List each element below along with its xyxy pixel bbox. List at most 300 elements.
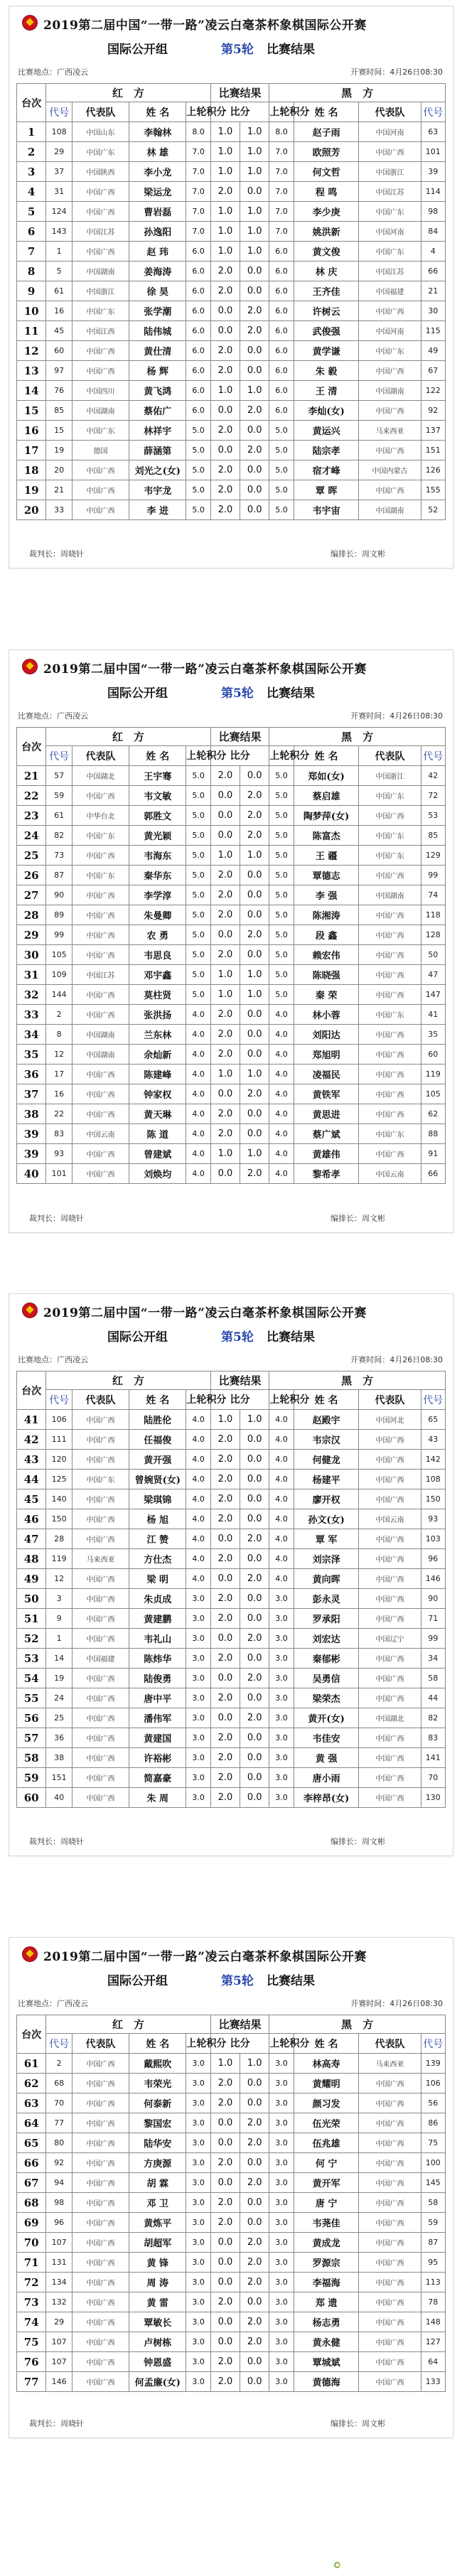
black-score: 2.0 — [240, 401, 269, 421]
black-code: 99 — [421, 1629, 445, 1649]
black-code: 83 — [421, 1728, 445, 1748]
red-player-name: 何孟廉(女) — [129, 2372, 186, 2392]
black-points: 5.0 — [269, 786, 294, 806]
black-team: 中国广西 — [359, 866, 421, 885]
table-row — [17, 1589, 446, 1609]
red-points: 5.0 — [186, 885, 210, 905]
subheader-row — [17, 746, 446, 766]
red-code: 107 — [46, 2352, 72, 2372]
red-score: 2.0 — [210, 1589, 240, 1609]
results-table — [16, 1371, 446, 1808]
red-team: 中国山东 — [72, 122, 129, 142]
venue: 比赛地点：广西凌云 — [18, 711, 88, 721]
black-code: 30 — [421, 301, 445, 321]
black-player-name: 唐小雨 — [294, 1768, 359, 1788]
group-name: 国际公开组 — [107, 686, 168, 701]
black-code: 43 — [421, 1430, 445, 1450]
red-points: 3.0 — [186, 1768, 210, 1788]
black-score: 2.0 — [240, 1708, 269, 1728]
black-points: 4.0 — [269, 1084, 294, 1104]
header-row — [17, 728, 446, 746]
red-score: 1.0 — [210, 222, 240, 242]
black-player-name: 许树云 — [294, 301, 359, 321]
red-score: 1.0 — [210, 1144, 240, 1164]
tai-number: 32 — [17, 985, 46, 1005]
red-points: 5.0 — [186, 766, 210, 786]
black-points: 3.0 — [269, 2074, 294, 2093]
red-player-name: 黄 锋 — [129, 2253, 186, 2273]
black-points: 5.0 — [269, 846, 294, 866]
table-row — [17, 421, 446, 441]
table-row — [17, 2352, 446, 2372]
black-player-name: 覃城斌 — [294, 2352, 359, 2372]
red-team: 中国广东 — [72, 866, 129, 885]
tai-number: 41 — [17, 1410, 46, 1430]
red-player-name: 朱贞成 — [129, 1589, 186, 1609]
red-name-header: 姓 名 — [129, 102, 186, 122]
red-team: 中国浙江 — [72, 281, 129, 301]
venue: 比赛地点：广西凌云 — [18, 68, 88, 77]
red-score: 1.0 — [210, 1410, 240, 1430]
tai-number: 22 — [17, 786, 46, 806]
red-team: 中国广西 — [72, 1708, 129, 1728]
red-code: 96 — [46, 2213, 72, 2233]
tai-number: 59 — [17, 1768, 46, 1788]
red-code: 108 — [46, 122, 72, 142]
red-code: 3 — [46, 1589, 72, 1609]
black-points: 3.0 — [269, 1609, 294, 1629]
black-code: 87 — [421, 2233, 445, 2253]
red-team: 中国广东 — [72, 142, 129, 162]
red-score: 1.0 — [210, 985, 240, 1005]
tai-number: 61 — [17, 2054, 46, 2074]
tai-number: 1 — [17, 122, 46, 142]
table-row — [17, 2193, 446, 2213]
red-code: 31 — [46, 182, 72, 202]
tai-number: 63 — [17, 2093, 46, 2113]
red-points: 7.0 — [186, 222, 210, 242]
black-score: 1.0 — [240, 985, 269, 1005]
red-team: 中国广西 — [72, 182, 129, 202]
red-points: 4.0 — [186, 1084, 210, 1104]
red-team: 中国江西 — [72, 321, 129, 341]
red-team: 中国广西 — [72, 2332, 129, 2352]
red-score: 2.0 — [210, 2074, 240, 2093]
red-score: 1.0 — [210, 965, 240, 985]
black-side-header: 黑 方 — [269, 728, 446, 746]
tai-number: 14 — [17, 381, 46, 401]
table-row — [17, 2292, 446, 2312]
red-code: 38 — [46, 1748, 72, 1768]
black-points: 5.0 — [269, 460, 294, 480]
red-side-header: 红 方 — [46, 728, 211, 746]
table-row — [17, 1748, 446, 1768]
black-points: 6.0 — [269, 341, 294, 361]
black-team: 中国江苏 — [359, 262, 421, 281]
black-points: 5.0 — [269, 925, 294, 945]
chess-association-emblem-icon — [22, 1946, 38, 1962]
black-code: 59 — [421, 2213, 445, 2233]
black-code: 108 — [421, 1470, 445, 1489]
tai-header: 台次 — [17, 1371, 46, 1410]
tai-number: 42 — [17, 1430, 46, 1450]
red-code-header: 代号 — [46, 746, 72, 766]
red-team: 德国 — [72, 441, 129, 460]
red-points: 4.0 — [186, 1144, 210, 1164]
black-score: 0.0 — [240, 1768, 269, 1788]
black-points: 4.0 — [269, 1065, 294, 1084]
black-points: 7.0 — [269, 162, 294, 182]
black-score: 0.0 — [240, 866, 269, 885]
black-code: 100 — [421, 2153, 445, 2173]
red-name-header: 姓 名 — [129, 746, 186, 766]
black-score: 2.0 — [240, 2253, 269, 2273]
black-points: 5.0 — [269, 866, 294, 885]
red-team: 中国广西 — [72, 1788, 129, 1808]
black-player-name: 李少庚 — [294, 202, 359, 222]
red-points: 7.0 — [186, 142, 210, 162]
black-score: 1.0 — [240, 242, 269, 262]
red-points: 4.0 — [186, 1569, 210, 1589]
tai-number: 26 — [17, 866, 46, 885]
black-points: 3.0 — [269, 2054, 294, 2074]
red-code: 87 — [46, 866, 72, 885]
black-score: 0.0 — [240, 1589, 269, 1609]
black-team: 中国广西 — [359, 401, 421, 421]
black-score: 2.0 — [240, 1084, 269, 1104]
red-points: 3.0 — [186, 2054, 210, 2074]
red-score: 2.0 — [210, 1768, 240, 1788]
black-points: 5.0 — [269, 965, 294, 985]
tai-number: 70 — [17, 2233, 46, 2253]
result-sheet — [9, 1293, 453, 1856]
tai-number: 15 — [17, 401, 46, 421]
red-points: 3.0 — [186, 1649, 210, 1669]
result-header: 比赛结果 — [210, 728, 269, 746]
red-code: 29 — [46, 142, 72, 162]
tournament-title: 2019第二届中国“一带一路”凌云白毫茶杯象棋国际公开赛 — [43, 1306, 367, 1320]
red-team: 中国广西 — [72, 1104, 129, 1124]
red-team: 中国广西 — [72, 1629, 129, 1649]
black-player-name: 郑旭明 — [294, 1045, 359, 1065]
group-name: 国际公开组 — [107, 1974, 168, 1988]
header-row — [17, 2015, 446, 2034]
red-code: 105 — [46, 945, 72, 965]
black-team: 中国广西 — [359, 441, 421, 460]
black-player-name: 林小蓉 — [294, 1005, 359, 1025]
table-row — [17, 281, 446, 301]
red-team: 中国广西 — [72, 202, 129, 222]
red-player-name: 梁 明 — [129, 1569, 186, 1589]
tai-number: 47 — [17, 1529, 46, 1549]
tai-number: 31 — [17, 965, 46, 985]
red-score: 0.0 — [210, 2253, 240, 2273]
red-score: 2.0 — [210, 182, 240, 202]
black-code: 92 — [421, 401, 445, 421]
black-player-name: 韦荛佳 — [294, 2213, 359, 2233]
table-row — [17, 1124, 446, 1144]
black-team: 中国广东 — [359, 1005, 421, 1025]
black-player-name: 陈富杰 — [294, 826, 359, 846]
black-code: 91 — [421, 1144, 445, 1164]
red-team: 中国广西 — [72, 1084, 129, 1104]
red-player-name: 李学淳 — [129, 885, 186, 905]
chief-referee: 裁判长：周晓针 — [29, 1837, 84, 1846]
black-code: 95 — [421, 2253, 445, 2273]
red-team: 中国湖南 — [72, 1045, 129, 1065]
black-team: 中国广西 — [359, 2372, 421, 2392]
black-team: 中国广东 — [359, 341, 421, 361]
black-code: 106 — [421, 2074, 445, 2093]
red-player-name: 秦华东 — [129, 866, 186, 885]
table-row — [17, 1005, 446, 1025]
red-team-header: 代表队 — [72, 746, 129, 766]
black-code: 78 — [421, 2292, 445, 2312]
red-score: 0.0 — [210, 826, 240, 846]
red-player-name: 韦宇龙 — [129, 480, 186, 500]
black-team: 中国广西 — [359, 806, 421, 826]
red-player-name: 钟家权 — [129, 1084, 186, 1104]
black-code: 119 — [421, 1065, 445, 1084]
red-player-name: 朱曼卿 — [129, 905, 186, 925]
black-code: 150 — [421, 1489, 445, 1509]
round-label: 第5轮 — [221, 686, 254, 701]
black-code: 84 — [421, 222, 445, 242]
red-points: 3.0 — [186, 2173, 210, 2193]
chief-arranger: 编排长：周文彬 — [331, 1214, 385, 1223]
watermark-logo-icon — [334, 2562, 340, 2568]
red-team: 中国广东 — [72, 421, 129, 441]
red-code: 99 — [46, 925, 72, 945]
black-player-name: 郑 遗 — [294, 2292, 359, 2312]
red-score: 0.0 — [210, 1569, 240, 1589]
red-player-name: 曾婉贤(女) — [129, 1470, 186, 1489]
red-points: 3.0 — [186, 2113, 210, 2133]
tai-number: 50 — [17, 1589, 46, 1609]
red-points: 4.0 — [186, 1164, 210, 1184]
table-row — [17, 341, 446, 361]
red-code: 85 — [46, 401, 72, 421]
red-points: 6.0 — [186, 401, 210, 421]
red-team: 中国湖北 — [72, 766, 129, 786]
round-label: 第5轮 — [221, 43, 254, 57]
black-points: 4.0 — [269, 1045, 294, 1065]
red-score: 0.0 — [210, 1708, 240, 1728]
red-team: 中国广西 — [72, 945, 129, 965]
red-score: 2.0 — [210, 1788, 240, 1808]
black-code: 58 — [421, 2193, 445, 2213]
black-score: 0.0 — [240, 1748, 269, 1768]
tai-number: 46 — [17, 1509, 46, 1529]
black-code: 4 — [421, 242, 445, 262]
tai-number: 57 — [17, 1728, 46, 1748]
black-code: 47 — [421, 965, 445, 985]
black-player-name: 刘宏达 — [294, 1629, 359, 1649]
black-code: 50 — [421, 945, 445, 965]
tai-number: 5 — [17, 202, 46, 222]
red-player-name: 孙逸阳 — [129, 222, 186, 242]
black-player-name: 陈湘涛 — [294, 905, 359, 925]
tai-number: 58 — [17, 1748, 46, 1768]
tai-number: 44 — [17, 1470, 46, 1489]
red-team: 中国广西 — [72, 2133, 129, 2153]
red-points: 3.0 — [186, 1728, 210, 1748]
red-points: 3.0 — [186, 2253, 210, 2273]
black-points: 3.0 — [269, 2133, 294, 2153]
round-label: 第5轮 — [221, 1974, 254, 1988]
black-code: 113 — [421, 2273, 445, 2292]
black-code: 60 — [421, 1045, 445, 1065]
black-code: 93 — [421, 1509, 445, 1529]
red-team: 中国广东 — [72, 1470, 129, 1489]
red-team: 中国广西 — [72, 2352, 129, 2372]
black-points: 3.0 — [269, 2332, 294, 2352]
tournament-title: 2019第二届中国“一带一路”凌云白毫茶杯象棋国际公开赛 — [43, 662, 367, 677]
black-points: 6.0 — [269, 242, 294, 262]
red-code: 33 — [46, 500, 72, 520]
red-player-name: 杨 辉 — [129, 361, 186, 381]
red-code: 151 — [46, 1768, 72, 1788]
red-code: 77 — [46, 2113, 72, 2133]
black-team-header: 代表队 — [359, 2034, 421, 2054]
black-name-header: 姓 名 — [294, 1390, 359, 1410]
black-code: 56 — [421, 2093, 445, 2113]
black-team-header: 代表队 — [359, 102, 421, 122]
red-player-name: 黄开强 — [129, 1450, 186, 1470]
black-code: 34 — [421, 1649, 445, 1669]
red-code: 107 — [46, 2332, 72, 2352]
red-player-name: 韦礼山 — [129, 1629, 186, 1649]
black-name-header: 姓 名 — [294, 746, 359, 766]
black-score: 1.0 — [240, 1144, 269, 1164]
header-row — [17, 1371, 446, 1390]
red-player-name: 陆俊勇 — [129, 1669, 186, 1688]
red-points: 6.0 — [186, 381, 210, 401]
black-player-name: 覃 晖 — [294, 480, 359, 500]
black-points: 6.0 — [269, 321, 294, 341]
red-score: 1.0 — [210, 846, 240, 866]
black-team: 中国广东 — [359, 1124, 421, 1144]
black-score: 0.0 — [240, 281, 269, 301]
red-team: 中国广西 — [72, 1688, 129, 1708]
black-player-name: 蔡启雄 — [294, 786, 359, 806]
black-team: 中国广西 — [359, 2193, 421, 2213]
red-score: 2.0 — [210, 1025, 240, 1045]
table-row — [17, 2074, 446, 2093]
red-player-name: 韦思良 — [129, 945, 186, 965]
black-team: 中国广西 — [359, 1728, 421, 1748]
red-team: 中国广西 — [72, 1065, 129, 1084]
sheet-header — [9, 6, 453, 89]
red-team: 中国广西 — [72, 480, 129, 500]
table-row — [17, 1065, 446, 1084]
black-points: 3.0 — [269, 2113, 294, 2133]
red-player-name: 韦海东 — [129, 846, 186, 866]
black-team: 中国广西 — [359, 925, 421, 945]
black-team: 中国广西 — [359, 2292, 421, 2312]
black-team: 中国广西 — [359, 1688, 421, 1708]
black-player-name: 陆宗孝 — [294, 441, 359, 460]
red-player-name: 李小龙 — [129, 162, 186, 182]
black-code: 148 — [421, 2312, 445, 2332]
red-team: 中国广西 — [72, 2193, 129, 2213]
table-row — [17, 1489, 446, 1509]
black-points: 3.0 — [269, 1649, 294, 1669]
black-code: 141 — [421, 1748, 445, 1768]
red-team: 中国广西 — [72, 242, 129, 262]
red-team: 中国广西 — [72, 1430, 129, 1450]
table-row — [17, 242, 446, 262]
chief-arranger: 编排长：周文彬 — [331, 549, 385, 559]
red-team: 中国广西 — [72, 885, 129, 905]
red-score: 0.0 — [210, 1084, 240, 1104]
table-row — [17, 202, 446, 222]
black-team: 中国河南 — [359, 122, 421, 142]
tai-number: 8 — [17, 262, 46, 281]
black-score: 0.0 — [240, 1788, 269, 1808]
black-points: 5.0 — [269, 441, 294, 460]
black-code-header: 代号 — [421, 2034, 445, 2054]
black-points: 3.0 — [269, 1708, 294, 1728]
black-points: 4.0 — [269, 1509, 294, 1529]
red-player-name: 黄建国 — [129, 1728, 186, 1748]
black-player-name: 颜习发 — [294, 2093, 359, 2113]
red-code: 2 — [46, 2054, 72, 2074]
black-player-name: 李福海 — [294, 2273, 359, 2292]
red-team: 中国广西 — [72, 2173, 129, 2193]
red-code: 101 — [46, 1164, 72, 1184]
black-team: 中国广西 — [359, 2233, 421, 2253]
black-code: 139 — [421, 2054, 445, 2074]
red-side-header: 红 方 — [46, 84, 211, 102]
red-score: 2.0 — [210, 421, 240, 441]
table-row — [17, 2372, 446, 2392]
black-player-name: 何文哲 — [294, 162, 359, 182]
tai-number: 37 — [17, 1084, 46, 1104]
red-points: 5.0 — [186, 441, 210, 460]
red-points: 4.0 — [186, 1529, 210, 1549]
table-row — [17, 1529, 446, 1549]
red-team: 中国广西 — [72, 2312, 129, 2332]
black-score: 0.0 — [240, 766, 269, 786]
black-team: 中国广东 — [359, 202, 421, 222]
header-row — [17, 84, 446, 102]
red-score: 2.0 — [210, 2153, 240, 2173]
result-label: 比赛结果 — [267, 1330, 315, 1344]
red-player-name: 陆伟城 — [129, 321, 186, 341]
red-score: 0.0 — [210, 401, 240, 421]
red-score: 0.0 — [210, 2332, 240, 2352]
black-points: 7.0 — [269, 202, 294, 222]
table-row — [17, 500, 446, 520]
red-points: 5.0 — [186, 826, 210, 846]
red-team: 中国广西 — [72, 2213, 129, 2233]
black-score: 0.0 — [240, 2193, 269, 2213]
red-score: 0.0 — [210, 1164, 240, 1184]
red-code: 45 — [46, 321, 72, 341]
venue: 比赛地点：广西凌云 — [18, 1355, 88, 1364]
black-points: 3.0 — [269, 2233, 294, 2253]
black-team: 中国辽宁 — [359, 1629, 421, 1649]
red-score: 0.0 — [210, 2233, 240, 2253]
table-row — [17, 301, 446, 321]
red-points: 3.0 — [186, 1669, 210, 1688]
group-name: 国际公开组 — [107, 43, 168, 57]
red-code: 15 — [46, 421, 72, 441]
black-score: 2.0 — [240, 441, 269, 460]
red-score: 0.0 — [210, 1529, 240, 1549]
red-player-name: 钟恩盛 — [129, 2352, 186, 2372]
